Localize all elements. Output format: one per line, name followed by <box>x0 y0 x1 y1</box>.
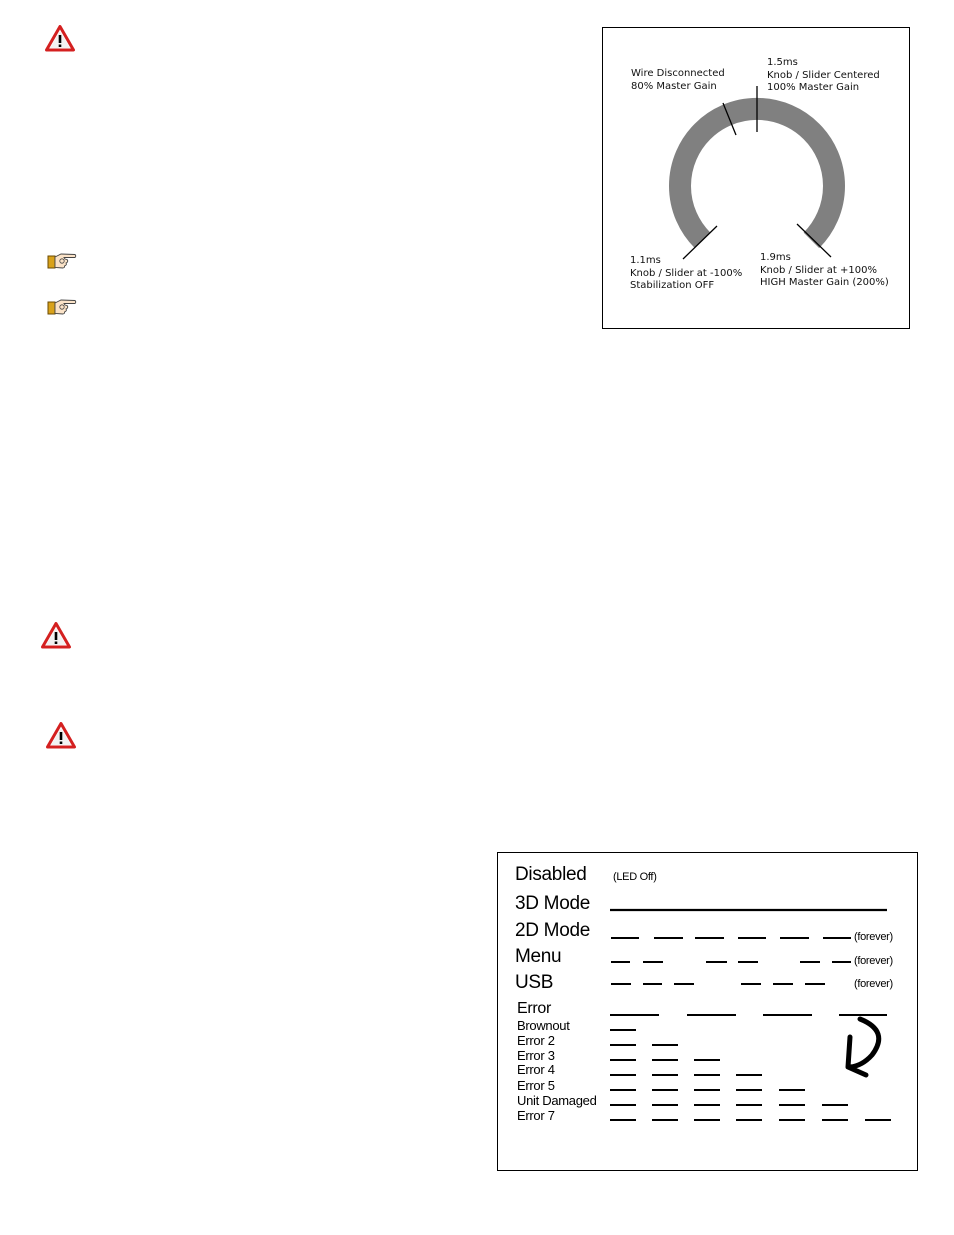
note-forever-menu: (forever) <box>854 955 893 967</box>
error-label-unit-damaged: Unit Damaged <box>517 1093 597 1108</box>
warning-triangle-icon <box>46 722 76 749</box>
error-label-brownout: Brownout <box>517 1018 570 1033</box>
warning-triangle-icon <box>41 622 71 649</box>
mode-label-usb: USB <box>515 972 554 993</box>
mode-label-menu: Menu <box>515 946 562 967</box>
error-label-7: Error 7 <box>517 1108 555 1123</box>
led-blink-pattern-chart <box>497 852 918 1171</box>
error-label-2: Error 2 <box>517 1033 555 1048</box>
label-minus100: 1.1ms Knob / Slider at -100% Stabilization OFF <box>630 255 743 291</box>
repeat-arrow-head <box>848 1037 866 1075</box>
label-centered: 1.5ms Knob / Slider Centered 100% Master Gain <box>767 57 880 93</box>
label-wire-disconnected: Wire Disconnected 80% Master Gain <box>631 68 725 92</box>
note-forever-2d: (forever) <box>854 931 893 943</box>
error-label-3: Error 3 <box>517 1048 555 1063</box>
mode-label-3d: 3D Mode <box>515 893 590 914</box>
note-led-off: (LED Off) <box>613 871 657 883</box>
pointing-hand-icon <box>47 296 77 316</box>
warning-triangle-icon <box>45 25 75 52</box>
master-gain-diagram <box>602 27 910 329</box>
pointing-hand-icon <box>47 250 77 270</box>
note-forever-usb: (forever) <box>854 978 893 990</box>
label-plus100: 1.9ms Knob / Slider at +100% HIGH Master Gain (200%) <box>760 252 889 288</box>
mode-label-disabled: Disabled <box>515 864 587 885</box>
error-label-4: Error 4 <box>517 1062 555 1077</box>
error-header: Error <box>517 1000 552 1017</box>
mode-label-2d: 2D Mode <box>515 920 590 941</box>
error-label-5: Error 5 <box>517 1078 555 1093</box>
repeat-arrow-icon <box>850 1019 879 1067</box>
